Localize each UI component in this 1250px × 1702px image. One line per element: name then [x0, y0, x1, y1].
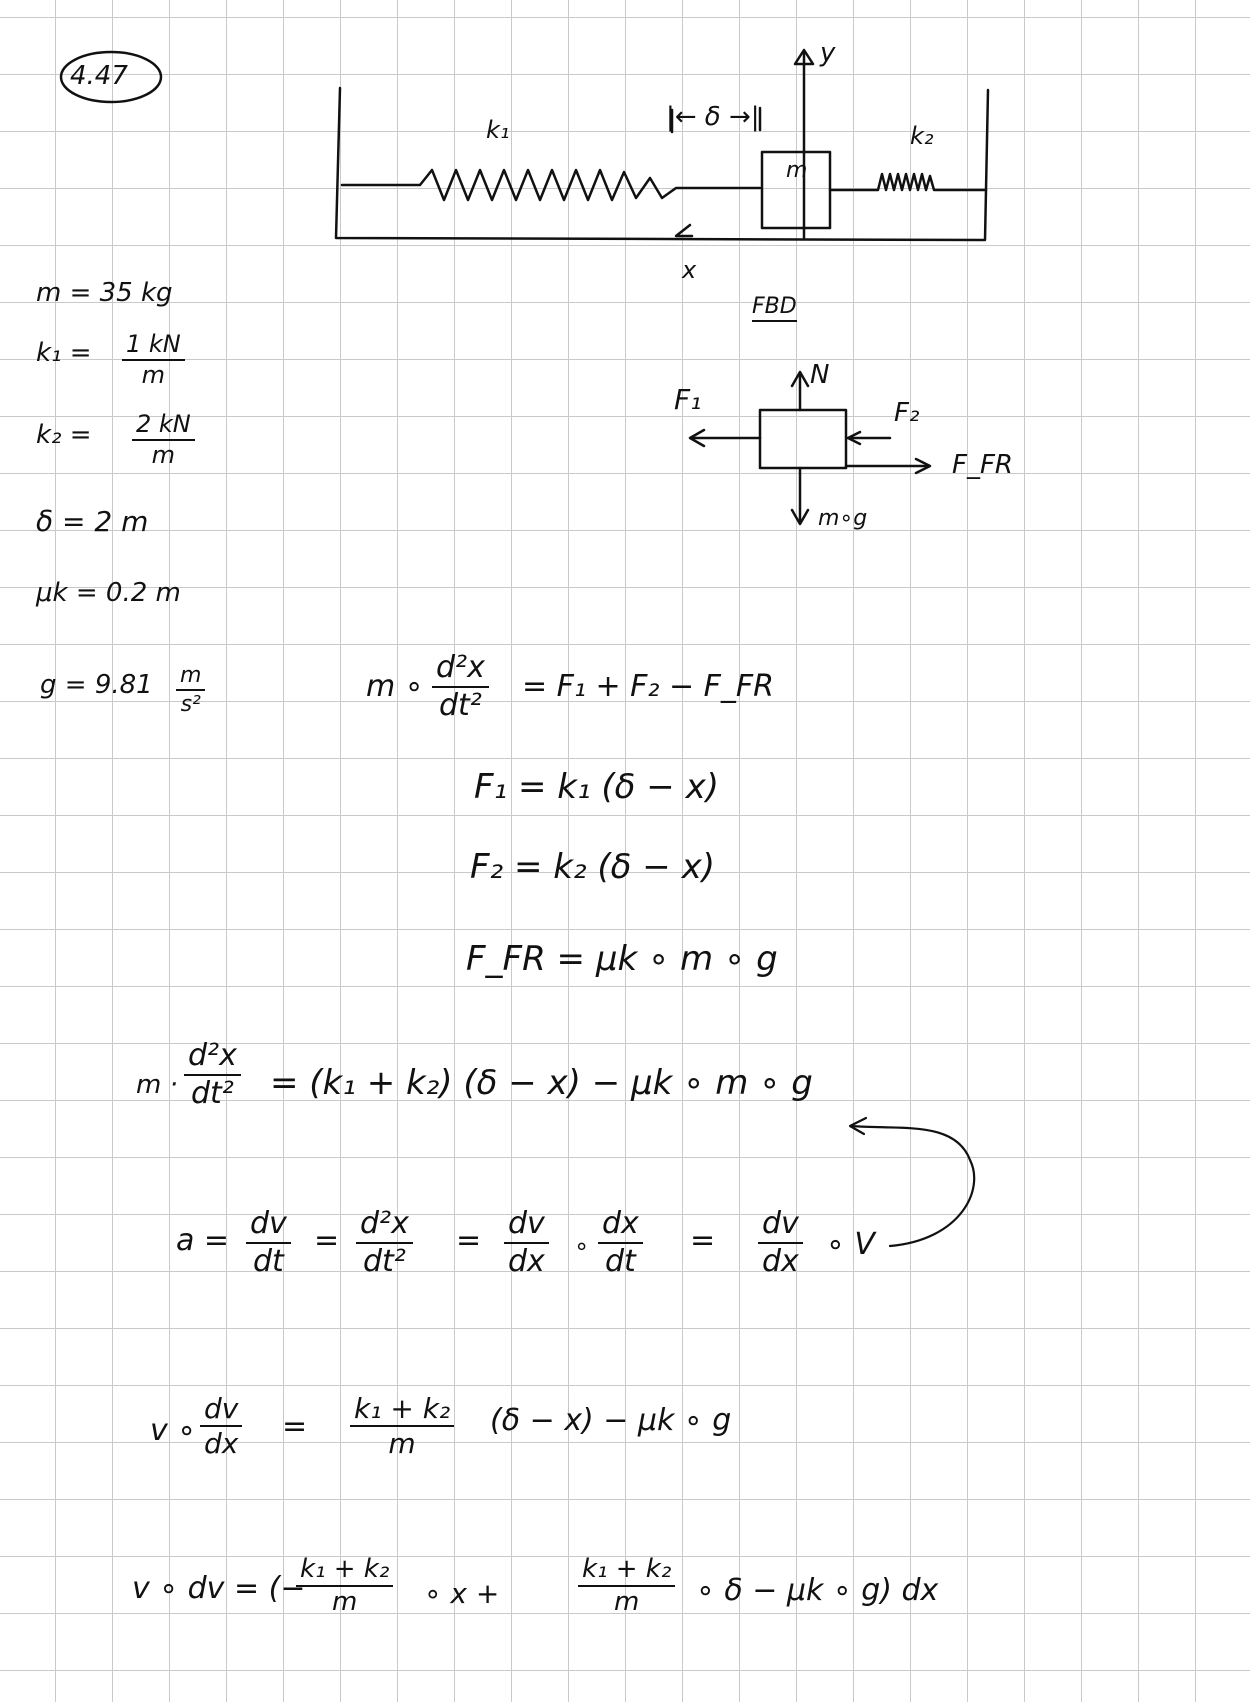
given-k1-denominator: m	[141, 361, 166, 390]
eq6-f4-numerator: dx	[598, 1208, 643, 1244]
given-k2-label: k₂ =	[36, 420, 92, 450]
eq1-right-side: = F₁ + F₂ − F_FR	[522, 669, 775, 704]
eq6-f3-numerator: dv	[504, 1208, 549, 1244]
eq8-middle-terms: ∘ x +	[424, 1577, 500, 1610]
eq7-f1-denominator: dx	[204, 1427, 239, 1461]
eq7-velocity: v ∘	[150, 1413, 197, 1448]
eq6-f5-numerator: dv	[758, 1208, 803, 1244]
eq4-friction-force: F_FR = μk ∘ m ∘ g	[466, 939, 778, 979]
spring-k2-label: k₂	[910, 122, 934, 150]
eq5-denominator: dt²	[190, 1075, 234, 1111]
fbd-title: FBD	[752, 296, 797, 322]
eq1-numerator: d²x	[432, 652, 489, 688]
eq1-denominator: dt²	[438, 687, 482, 723]
delta-dimension: |← δ →|	[666, 102, 760, 132]
eq8-left-side: v ∘ dv = (−	[132, 1571, 306, 1606]
eq7-right-terms: (δ − x) − μk ∘ g	[490, 1403, 732, 1438]
eq7-fraction-stiffness	[350, 1394, 454, 1459]
eq6-f2-numerator: d²x	[356, 1208, 413, 1244]
eq8-fraction-1	[296, 1556, 393, 1617]
x-axis-label: x	[682, 256, 697, 284]
eq3-spring-force-2: F₂ = k₂ (δ − x)	[470, 847, 715, 887]
eq6-equals-1: =	[314, 1223, 340, 1258]
eq5-numerator: d²x	[184, 1040, 241, 1076]
eq6-f1-numerator: dv	[246, 1208, 291, 1244]
problem-number: 4.47	[70, 61, 128, 91]
eq6-equals-2: =	[456, 1223, 482, 1258]
given-gravity-label: g = 9.81	[40, 670, 153, 700]
eq6-acceleration: a =	[176, 1223, 230, 1258]
spring-k1-label: k₁	[486, 116, 510, 144]
fbd-f2-label: F₂	[894, 398, 920, 428]
eq5-mass: m ·	[136, 1070, 178, 1100]
eq6-equals-3: =	[690, 1223, 716, 1258]
eq7-equals: =	[282, 1409, 308, 1444]
fbd-normal-label: N	[810, 360, 830, 390]
given-gravity-numerator: m	[176, 664, 205, 691]
fbd-friction-label: F_FR	[952, 450, 1013, 480]
eq1-mass: m ∘	[366, 669, 424, 704]
y-axis-label: y	[820, 38, 836, 68]
eq6-f5-denominator: dx	[762, 1243, 799, 1279]
eq8-end-terms: ∘ δ − μk ∘ g) dx	[696, 1573, 939, 1608]
eq7-f2-numerator: k₁ + k₂	[350, 1394, 454, 1427]
mass-label: m	[786, 158, 808, 183]
fbd-weight-label: m∘g	[818, 506, 868, 531]
eq8-f1-denominator: m	[331, 1587, 358, 1618]
given-delta: δ = 2 m	[36, 505, 149, 538]
eq5-right-side: = (k₁ + k₂) (δ − x) − μk ∘ m ∘ g	[270, 1063, 813, 1103]
given-k2-denominator: m	[151, 441, 176, 470]
given-k2-numerator: 2 kN	[132, 412, 195, 441]
eq6-velocity: ∘ V	[826, 1227, 875, 1262]
given-k1-label: k₁ =	[36, 338, 92, 368]
eq7-f2-denominator: m	[388, 1427, 416, 1461]
eq8-f2-numerator: k₁ + k₂	[578, 1556, 675, 1587]
eq7-fraction-dv-dx	[200, 1394, 242, 1459]
fbd-f1-label: F₁	[674, 383, 702, 416]
eq8-f1-numerator: k₁ + k₂	[296, 1556, 393, 1587]
eq6-dot: ∘	[574, 1232, 590, 1260]
eq6-f4-denominator: dt	[604, 1243, 636, 1279]
given-k1-numerator: 1 kN	[122, 332, 185, 361]
eq6-f1-denominator: dt	[252, 1243, 284, 1279]
eq8-fraction-2	[578, 1556, 675, 1617]
given-gravity-denominator: s²	[180, 692, 201, 718]
eq6-f2-denominator: dt²	[362, 1243, 406, 1279]
given-mass: m = 35 kg	[36, 278, 173, 308]
eq6-f3-denominator: dx	[508, 1243, 545, 1279]
eq8-f2-denominator: m	[613, 1587, 640, 1618]
given-friction-coefficient: μk = 0.2 m	[36, 578, 181, 608]
eq2-spring-force-1: F₁ = k₁ (δ − x)	[474, 767, 719, 807]
eq7-f1-numerator: dv	[200, 1394, 242, 1427]
